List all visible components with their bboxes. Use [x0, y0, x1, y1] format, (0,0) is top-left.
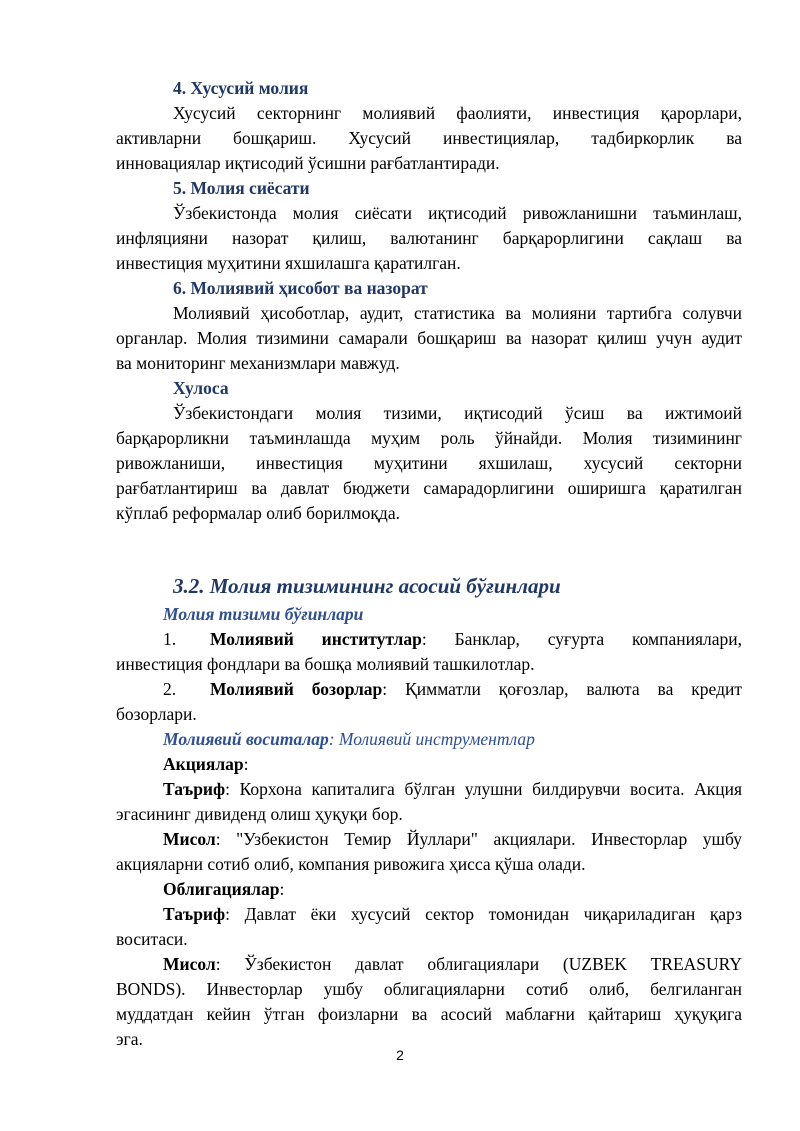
list-item-financial-markets — [116, 677, 742, 727]
section-spacer — [116, 526, 742, 572]
section-heading-financial-reporting: 6. Молиявий ҳисобот ва назорат — [173, 278, 428, 298]
text-line: инвестиция фондлари ва бошқа молиявий ташкилотлар. — [116, 654, 535, 674]
text-line: воситаси. — [116, 929, 188, 949]
example-stocks — [116, 827, 742, 877]
section-heading-conclusion: Хулоса — [173, 378, 229, 398]
term-financial-institutions: Молиявий институтлар — [210, 629, 422, 649]
text-line: инвестиция муҳитини яхшилашга қаратилган. — [116, 253, 461, 273]
term-definition: Таъриф — [163, 904, 226, 924]
text-line — [116, 952, 742, 977]
term-example: Мисол — [163, 954, 216, 974]
paragraph-conclusion — [116, 401, 742, 526]
term-description: : Молиявий инструментлар — [328, 729, 535, 749]
text-line: муддатдан кейин ўтган фоизларни ва асосий маблағни қайтариш ҳуқуқига — [116, 1004, 742, 1024]
text-line — [116, 902, 742, 927]
text-line: Ўзбекистонда молия сиёсати иқтисодий ривожланишни таъминлаш, — [173, 203, 742, 223]
chapter-heading-3-2: 3.2. Молия тизимининг асосий бўғинлари — [173, 574, 561, 598]
definition-stocks — [116, 777, 742, 827]
page-number: 2 — [396, 1047, 404, 1063]
paragraph-private-finance — [116, 101, 742, 176]
text-line — [116, 827, 742, 852]
definition-text: : Корхона капиталига бўлган улушни билдирувчи восита. Акция — [225, 779, 742, 799]
subheading-finance-system-links: Молия тизими бўғинлари — [163, 604, 364, 624]
term-example: Мисол — [163, 829, 216, 849]
term-definition: Таъриф — [163, 779, 226, 799]
text-line: активларни бошқариш. Хусусий инвестициялар, тадбиркорлик ва — [116, 128, 742, 148]
text-line — [116, 777, 742, 802]
label-bonds — [116, 877, 742, 902]
text-line: барқарорликни таъминлашда муҳим роль ўйнайди. Молия тизимининг — [116, 428, 742, 448]
definition-text: : Давлат ёки хусусий сектор томонидан чиқариладиган қарз — [225, 904, 742, 924]
term-bonds: Облигациялар — [163, 879, 280, 899]
term-description: : Қимматли қоғозлар, валюта ва кредит — [382, 679, 742, 699]
text-line — [116, 627, 742, 652]
example-text: : "Узбекистон Темир Йуллари" акциялари. Инвесторлар ушбу — [215, 829, 742, 849]
text-line: BONDS). Инвесторлар ушбу облигацияларни сотиб олиб, белгиланган — [116, 979, 742, 999]
text-line: акцияларни сотиб олиб, компания ривожига ҳисса қўша олади. — [116, 854, 586, 874]
subheading-financial-instruments — [116, 727, 742, 752]
section-heading-private-finance: 4. Хусусий молия — [173, 78, 309, 98]
term-financial-markets: Молиявий бозорлар — [210, 679, 383, 699]
colon: : — [279, 879, 285, 899]
text-line: Ўзбекистондаги молия тизими, иқтисодий ўсиш ва ижтимоий — [173, 403, 742, 423]
colon: : — [243, 754, 249, 774]
term-financial-tools: Молиявий воситалар — [163, 729, 329, 749]
text-line: ва мониторинг механизмлари мавжуд. — [116, 353, 400, 373]
text-line — [116, 677, 742, 702]
text-line: эга. — [116, 1029, 143, 1049]
label-stocks — [116, 752, 742, 777]
example-text: : Ўзбекистон давлат облигациялари (UZBEK TREASURY — [215, 954, 742, 974]
text-line: ривожланиши, инвестиция муҳитини яхшилаш, хусусий секторни — [116, 453, 742, 473]
paragraph-finance-policy — [116, 201, 742, 276]
text-line: рағбатлантириш ва давлат бюджети самарадорлигини оширишга қаратилган — [116, 478, 742, 498]
example-bonds — [116, 952, 742, 1052]
list-item-financial-institutions — [116, 627, 742, 677]
page-content — [116, 76, 742, 1052]
paragraph-financial-reporting — [116, 301, 742, 376]
text-line: Хусусий секторнинг молиявий фаолияти, инвестиция қарорлари, — [173, 103, 742, 123]
list-number: 2. — [163, 679, 177, 699]
text-line: кўплаб реформалар олиб борилмоқда. — [116, 503, 400, 523]
text-line: Молиявий ҳисоботлар, аудит, статистика ва молияни тартибга солувчи — [173, 303, 742, 323]
definition-bonds — [116, 902, 742, 952]
text-line: эгасининг дивиденд олиш ҳуқуқи бор. — [116, 804, 403, 824]
text-line: инновациялар иқтисодий ўсишни рағбатлантиради. — [116, 153, 500, 173]
term-stocks: Акциялар — [163, 754, 244, 774]
text-line: бозорлари. — [116, 704, 197, 724]
term-description: : Банклар, суғурта компаниялари, — [421, 629, 743, 649]
section-heading-finance-policy: 5. Молия сиёсати — [173, 178, 310, 198]
list-number: 1. — [163, 629, 177, 649]
text-line: инфляцияни назорат қилиш, валютанинг барқарорлигини сақлаш ва — [116, 228, 742, 248]
text-line: органлар. Молия тизимини самарали бошқариш ва назорат қилиш учун аудит — [116, 328, 742, 348]
